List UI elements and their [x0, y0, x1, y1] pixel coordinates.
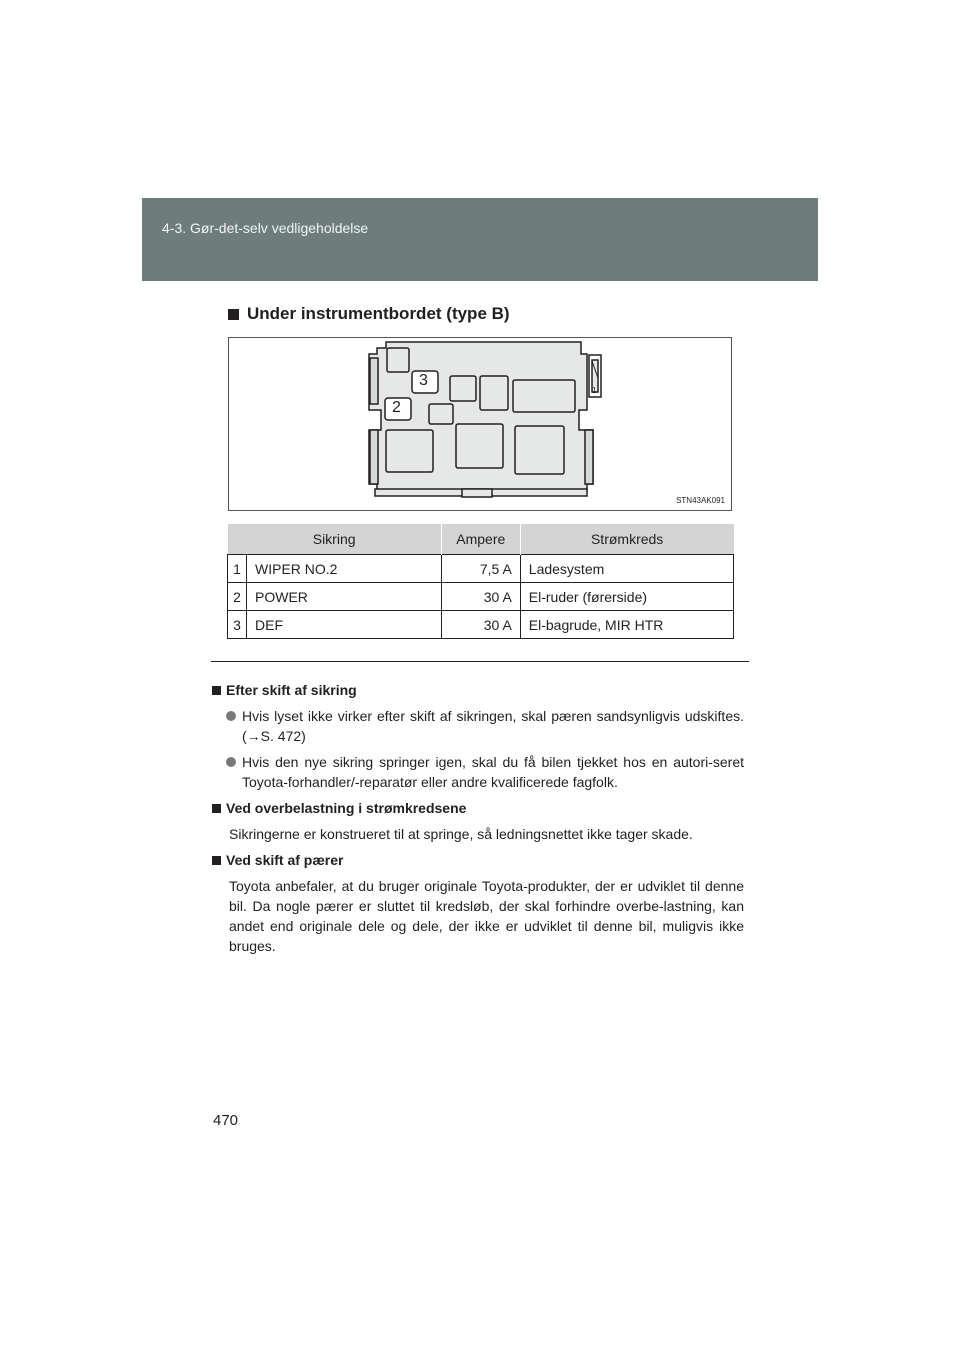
list-item: Hvis lyset ikke virker efter skift af sikringen, skal pæren sandsynligvis udskiftes. (→S. 472)	[226, 706, 744, 746]
page-number: 470	[213, 1112, 239, 1129]
header-stromkreds: Strømkreds	[520, 524, 733, 555]
section-label: 4-3. Gør-det-selv vedligeholdelse	[162, 220, 369, 236]
table-row	[228, 555, 734, 583]
header-ampere: Ampere	[441, 524, 520, 555]
row-circuit: El-bagrude, MIR HTR	[520, 611, 733, 639]
square-bullet-icon	[212, 804, 221, 813]
row-ampere: 7,5 A	[441, 555, 520, 583]
fuse-box-illustration	[229, 338, 731, 510]
notes-section	[212, 680, 744, 962]
list-item: Hvis den nye sikring springer igen, skal du få bilen tjekket hos en autori-seret Toyota-forhandler/-reparatør eller andre kvalificerede fagfolk.	[226, 752, 744, 792]
row-fuse-name: POWER	[247, 583, 442, 611]
callout-1: 1	[592, 386, 597, 395]
table-row	[228, 583, 734, 611]
note-body-bulbs: Toyota anbefaler, at du bruger originale Toyota-produkter, der er udviklet til denne bil. Da nogle pærer er sluttet til kredsløb, der skal forhindre overbe-lastning, kan andet end originale dele og dele, der ikke er udviklet til denne bil, muligvis ikke bruges.	[229, 878, 744, 954]
circle-bullet-icon	[226, 711, 236, 721]
row-number: 2	[228, 583, 247, 611]
header-sikring: Sikring	[228, 524, 442, 555]
square-bullet-icon	[212, 856, 221, 865]
fuse-table	[227, 524, 734, 639]
header-band	[142, 198, 818, 281]
section-title	[228, 304, 510, 324]
diagram-code: STN43AK091	[676, 496, 725, 505]
callout-3: 3	[419, 372, 428, 389]
note-heading-after-replace: Efter skift af sikring	[212, 680, 744, 700]
callout-2: 2	[392, 399, 401, 416]
square-bullet-icon	[228, 309, 239, 320]
row-number: 1	[228, 555, 247, 583]
table-header-row	[228, 524, 734, 555]
row-fuse-name: DEF	[247, 611, 442, 639]
row-ampere: 30 A	[441, 583, 520, 611]
note-heading-bulbs: Ved skift af pærer	[212, 850, 744, 870]
row-circuit: Ladesystem	[520, 555, 733, 583]
section-divider	[211, 661, 749, 662]
row-ampere: 30 A	[441, 611, 520, 639]
note-body-overload: Sikringerne er konstrueret til at springe, så ledningsnettet ikke tager skade.	[229, 826, 693, 842]
square-bullet-icon	[212, 686, 221, 695]
table-row	[228, 611, 734, 639]
row-fuse-name: WIPER NO.2	[247, 555, 442, 583]
section-title-text: Under instrumentbordet (type B)	[247, 304, 510, 323]
row-circuit: El-ruder (førerside)	[520, 583, 733, 611]
circle-bullet-icon	[226, 757, 236, 767]
note-heading-overload: Ved overbelastning i strømkredsene	[212, 798, 744, 818]
row-number: 3	[228, 611, 247, 639]
fuse-box-diagram	[228, 337, 732, 511]
